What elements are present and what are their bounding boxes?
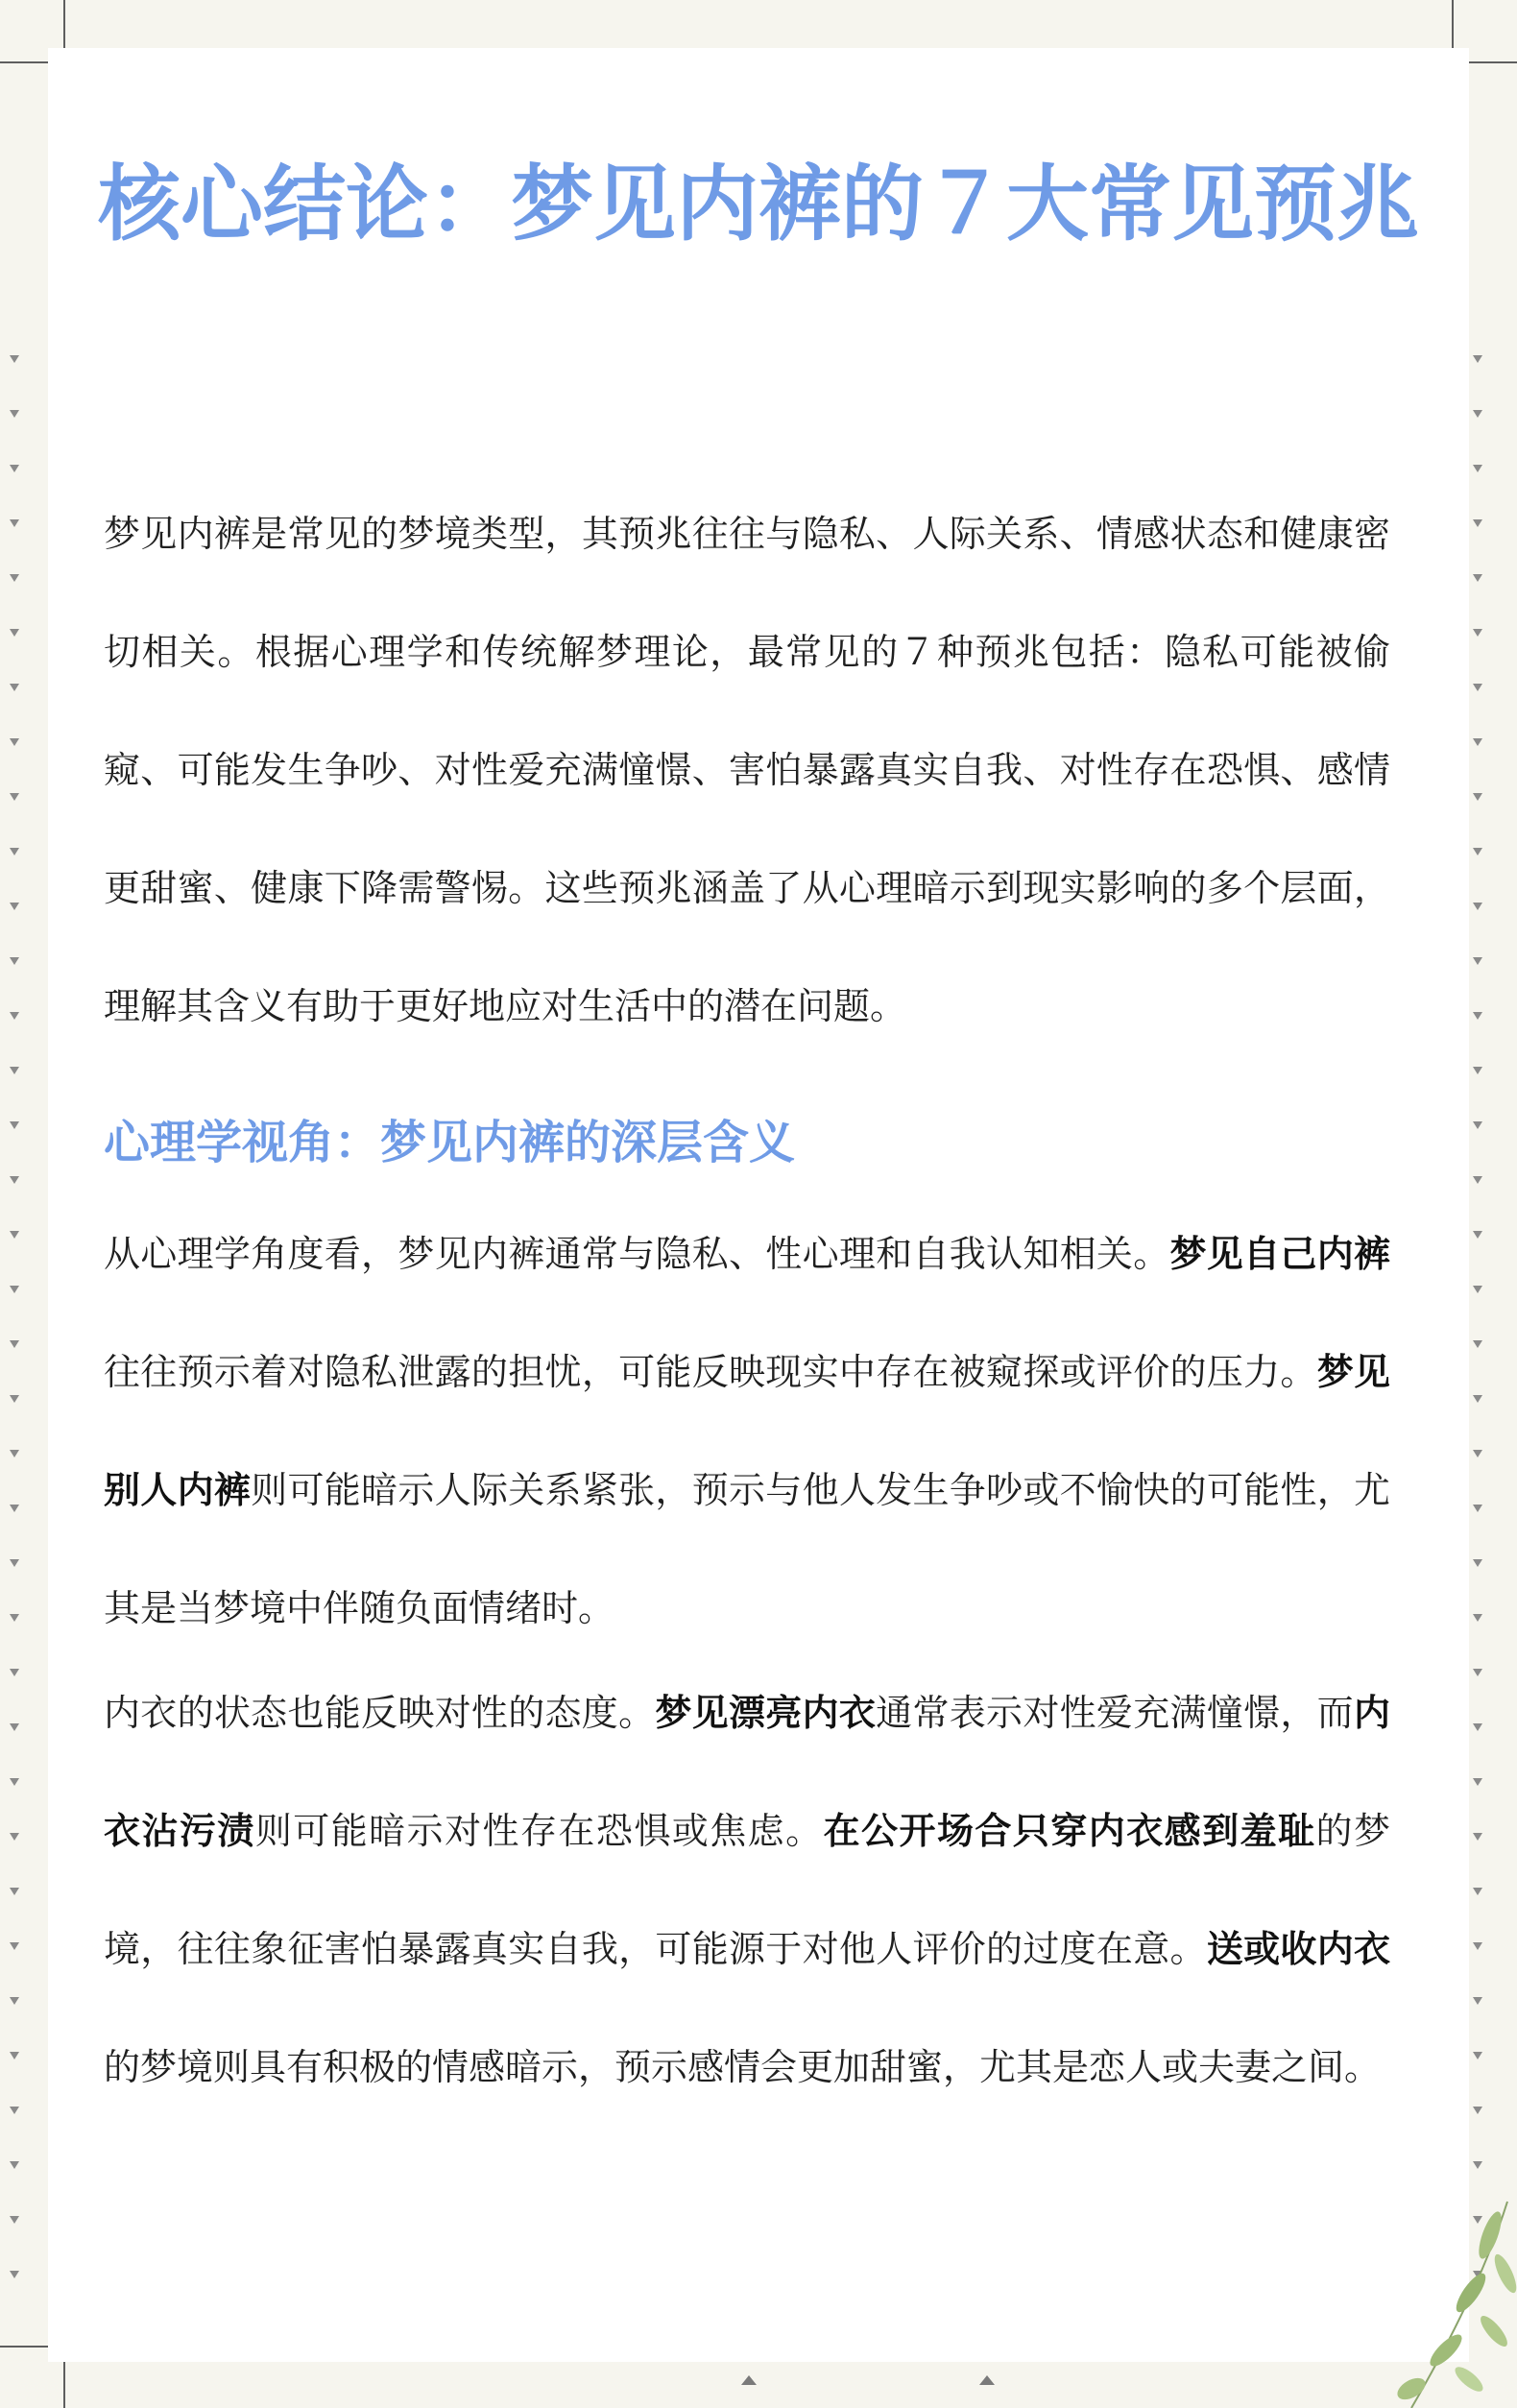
- dot-ornament: [1473, 519, 1482, 527]
- dot-ornament: [10, 2216, 19, 2224]
- dot-ornament: [10, 1778, 19, 1786]
- dot-ornament: [10, 465, 19, 472]
- bold-phrase: 在公开场合只穿内衣感到羞耻: [823, 1810, 1316, 1852]
- dot-ornament: [10, 738, 19, 746]
- intro-paragraph: 梦见内裤是常见的梦境类型，其预兆往往与隐私、人际关系、情感状态和健康密切相关。根据心理学和传统解梦理论，最常见的７种预兆包括：隐私可能被偷窥、可能发生争吵、对性爱充满憧憬、害怕暴露真实自我、对性存在恐惧、感情更甜蜜、健康下降需警惕。这些预兆涵盖了从心理暗示到现实影响的多个层面，理解其含义有助于更好地应对生活中的潜在问题。: [104, 513, 1390, 1027]
- frame-line-right-top: [1452, 0, 1454, 50]
- text-run: 内衣的状态也能反映对性的态度。: [104, 1692, 656, 1734]
- dot-ornament: [1473, 1997, 1482, 2005]
- bold-phrase: 梦见漂亮内衣: [655, 1692, 877, 1734]
- dot-ornament: [10, 2271, 19, 2278]
- dot-ornament: [10, 1888, 19, 1895]
- dot-ornament: [10, 2052, 19, 2059]
- dot-ornament: [1473, 1723, 1482, 1731]
- dot-ornament: [1473, 684, 1482, 691]
- dot-ornament: [1473, 1012, 1482, 1020]
- right-dot-column: [1473, 0, 1484, 2408]
- triangle-ornament: [741, 2375, 757, 2385]
- dot-ornament: [1473, 1286, 1482, 1293]
- dot-ornament: [10, 1505, 19, 1512]
- text-run: 的梦境则具有积极的情感暗示，预示感情会更加甜蜜，尤其是恋人或夫妻之间。: [104, 2046, 1382, 2088]
- dot-ornament: [10, 2107, 19, 2114]
- bold-phrase: 梦见自己内裤: [1169, 1233, 1390, 1275]
- dot-ornament: [10, 410, 19, 418]
- bold-phrase: 内衣沾污渍: [104, 1692, 1390, 1852]
- dot-ornament: [10, 793, 19, 801]
- text-run: 则可能暗示对性存在恐惧或焦虑。: [254, 1810, 824, 1852]
- left-dot-column: [10, 0, 21, 2408]
- dot-ornament: [10, 1669, 19, 1676]
- dot-ornament: [10, 1614, 19, 1622]
- dot-ornament: [10, 1450, 19, 1457]
- plant-leaves-icon: [1267, 2197, 1517, 2408]
- dot-ornament: [1473, 1888, 1482, 1895]
- dot-ornament: [1473, 2107, 1482, 2114]
- page-title: 核心结论：梦见内裤的７大常见预兆: [98, 157, 1419, 253]
- dot-ornament: [10, 629, 19, 637]
- dot-ornament: [1473, 355, 1482, 363]
- text-run: 从心理学角度看，梦见内裤通常与隐私、性心理和自我认知相关。: [104, 1233, 1170, 1275]
- triangle-ornament: [979, 2375, 995, 2385]
- bold-phrase: 梦见别人内裤: [104, 1351, 1390, 1511]
- dot-ornament: [10, 355, 19, 363]
- dot-ornament: [1473, 2052, 1482, 2059]
- text-run: 通常表示对性爱充满憧憬，而: [876, 1692, 1354, 1734]
- section-heading: 心理学视角：梦见内裤的深层含义: [104, 1116, 796, 1169]
- dot-ornament: [1473, 1450, 1482, 1457]
- dot-ornament: [10, 519, 19, 527]
- dot-ornament: [1473, 1669, 1482, 1676]
- dot-ornament: [1473, 1176, 1482, 1184]
- dot-ornament: [10, 1176, 19, 1184]
- dot-ornament: [10, 1723, 19, 1731]
- dot-ornament: [1473, 1231, 1482, 1239]
- dot-ornament: [1473, 1778, 1482, 1786]
- dot-ornament: [10, 1395, 19, 1403]
- dot-ornament: [10, 1231, 19, 1239]
- dot-ornament: [1473, 1614, 1482, 1622]
- dot-ornament: [1473, 574, 1482, 582]
- dot-ornament: [10, 574, 19, 582]
- dot-ornament: [1473, 1340, 1482, 1348]
- dot-ornament: [1473, 848, 1482, 855]
- dot-ornament: [10, 848, 19, 855]
- text-run: 往往预示着对隐私泄露的担忧，可能反映现实中存在被窥探或评价的压力。: [104, 1351, 1317, 1393]
- section-paragraph-2: [104, 1654, 1390, 2127]
- dot-ornament: [1473, 957, 1482, 965]
- dot-ornament: [1473, 903, 1482, 910]
- dot-ornament: [1473, 1505, 1482, 1512]
- dot-ornament: [1473, 1559, 1482, 1567]
- frame-line-left-top: [63, 0, 65, 50]
- text-run: 的梦境，往往象征害怕暴露真实自我，可能源于对他人评价的过度在意。: [104, 1810, 1390, 1970]
- frame-line-left-bottom: [63, 2358, 65, 2408]
- dot-ornament: [10, 1340, 19, 1348]
- dot-ornament: [10, 1997, 19, 2005]
- text-run: 则可能暗示人际关系紧张，预示与他人发生争吵或不愉快的可能性，尤其是当梦境中伴随负面情绪时。: [104, 1469, 1390, 1629]
- dot-ornament: [10, 1559, 19, 1567]
- dot-ornament: [1473, 629, 1482, 637]
- dot-ornament: [1473, 2161, 1482, 2169]
- section-paragraph-1: [104, 1195, 1390, 1668]
- dot-ornament: [1473, 1121, 1482, 1129]
- dot-ornament: [10, 1121, 19, 1129]
- dot-ornament: [10, 1942, 19, 1950]
- dot-ornament: [1473, 1833, 1482, 1841]
- dot-ornament: [10, 1286, 19, 1293]
- dot-ornament: [10, 903, 19, 910]
- dot-ornament: [10, 1067, 19, 1074]
- dot-ornament: [10, 1833, 19, 1841]
- dot-ornament: [1473, 793, 1482, 801]
- dot-ornament: [1473, 1067, 1482, 1074]
- dot-ornament: [1473, 465, 1482, 472]
- dot-ornament: [10, 1012, 19, 1020]
- dot-ornament: [10, 2161, 19, 2169]
- dot-ornament: [1473, 1395, 1482, 1403]
- dot-ornament: [1473, 410, 1482, 418]
- bold-phrase: 送或收内衣: [1206, 1928, 1390, 1970]
- dot-ornament: [1473, 1942, 1482, 1950]
- dot-ornament: [10, 684, 19, 691]
- dot-ornament: [1473, 738, 1482, 746]
- dot-ornament: [10, 957, 19, 965]
